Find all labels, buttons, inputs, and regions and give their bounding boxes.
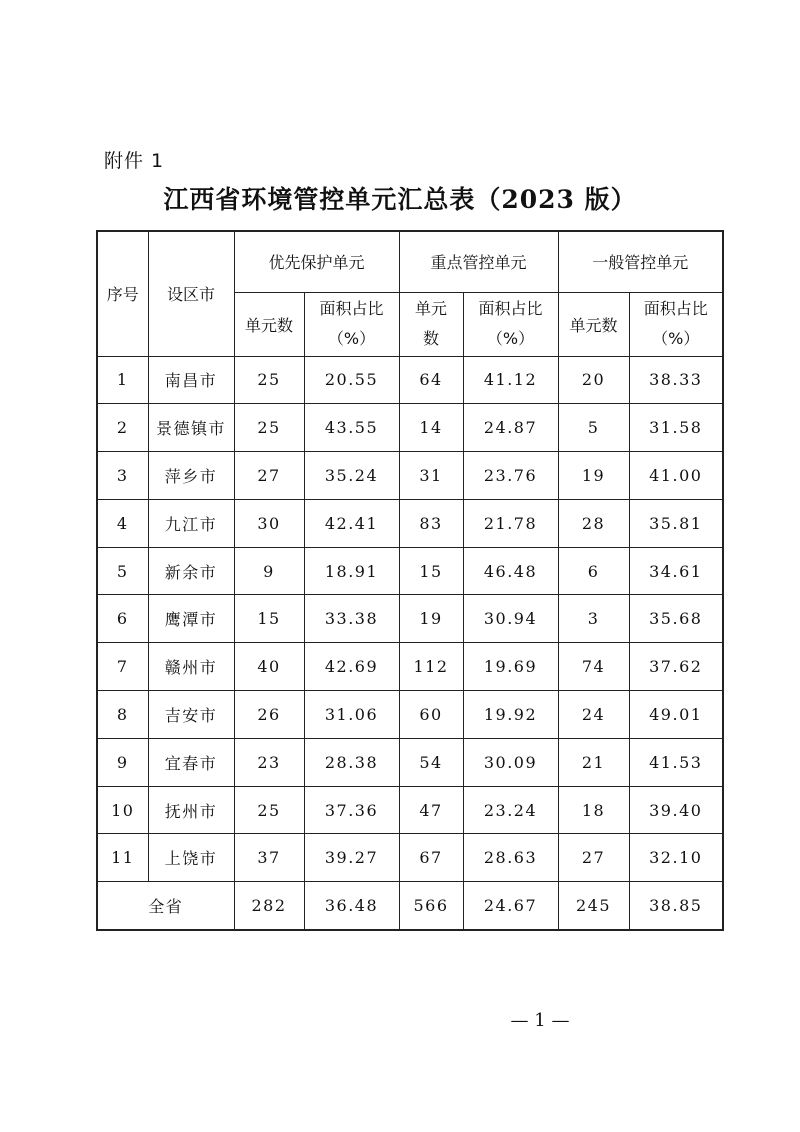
cell-priority-area: 18.91 <box>304 547 399 595</box>
header-seq: 序号 <box>97 231 148 356</box>
header-priority-protection: 优先保护单元 <box>234 231 399 292</box>
cell-general-area: 38.33 <box>629 356 723 404</box>
header-row-1 <box>97 231 723 292</box>
cell-key-units: 14 <box>399 404 463 452</box>
table-row <box>97 738 723 786</box>
cell-general-units: 27 <box>558 834 629 882</box>
cell-general-units: 21 <box>558 738 629 786</box>
cell-city: 抚州市 <box>148 786 234 834</box>
cell-key-units: 19 <box>399 595 463 643</box>
cell-priority-units: 25 <box>234 404 304 452</box>
cell-key-area: 19.69 <box>463 643 558 691</box>
cell-city: 新余市 <box>148 547 234 595</box>
cell-city: 宜春市 <box>148 738 234 786</box>
attachment-label: 附件 1 <box>104 150 165 172</box>
total-key-units: 566 <box>399 882 463 930</box>
cell-seq: 3 <box>97 452 148 500</box>
header-key-area <box>463 292 558 356</box>
cell-priority-units: 27 <box>234 452 304 500</box>
header-key-control: 重点管控单元 <box>399 231 558 292</box>
cell-general-area: 41.00 <box>629 452 723 500</box>
cell-general-area: 37.62 <box>629 643 723 691</box>
total-priority-units: 282 <box>234 882 304 930</box>
cell-key-area: 30.94 <box>463 595 558 643</box>
header-city: 设区市 <box>148 231 234 356</box>
cell-general-units: 18 <box>558 786 629 834</box>
total-row <box>97 882 723 930</box>
cell-city: 萍乡市 <box>148 452 234 500</box>
cell-general-area: 34.61 <box>629 547 723 595</box>
table-row <box>97 643 723 691</box>
cell-general-units: 3 <box>558 595 629 643</box>
cell-priority-units: 30 <box>234 499 304 547</box>
table-row <box>97 691 723 739</box>
cell-key-units: 64 <box>399 356 463 404</box>
total-label: 全省 <box>97 882 234 930</box>
cell-priority-units: 40 <box>234 643 304 691</box>
cell-priority-units: 9 <box>234 547 304 595</box>
cell-key-units: 67 <box>399 834 463 882</box>
cell-priority-units: 37 <box>234 834 304 882</box>
cell-general-units: 74 <box>558 643 629 691</box>
cell-key-area: 46.48 <box>463 547 558 595</box>
cell-city: 吉安市 <box>148 691 234 739</box>
cell-general-units: 19 <box>558 452 629 500</box>
cell-city: 上饶市 <box>148 834 234 882</box>
cell-priority-units: 25 <box>234 786 304 834</box>
table-row <box>97 547 723 595</box>
cell-seq: 11 <box>97 834 148 882</box>
cell-city: 九江市 <box>148 499 234 547</box>
cell-key-area: 41.12 <box>463 356 558 404</box>
cell-seq: 9 <box>97 738 148 786</box>
cell-general-area: 31.58 <box>629 404 723 452</box>
total-key-area: 24.67 <box>463 882 558 930</box>
cell-key-area: 24.87 <box>463 404 558 452</box>
cell-priority-area: 39.27 <box>304 834 399 882</box>
document-title: 江西省环境管控单元汇总表（2023 版） <box>163 185 637 214</box>
header-priority-area-line1: 面积占比 <box>319 299 384 318</box>
cell-key-area: 28.63 <box>463 834 558 882</box>
header-key-area-line1: 面积占比 <box>478 299 543 318</box>
cell-general-area: 32.10 <box>629 834 723 882</box>
cell-seq: 5 <box>97 547 148 595</box>
cell-city: 景德镇市 <box>148 404 234 452</box>
cell-priority-area: 33.38 <box>304 595 399 643</box>
table-row <box>97 834 723 882</box>
cell-priority-area: 43.55 <box>304 404 399 452</box>
cell-key-units: 15 <box>399 547 463 595</box>
cell-general-units: 24 <box>558 691 629 739</box>
cell-priority-units: 26 <box>234 691 304 739</box>
cell-seq: 8 <box>97 691 148 739</box>
cell-general-area: 41.53 <box>629 738 723 786</box>
cell-key-area: 23.76 <box>463 452 558 500</box>
cell-priority-area: 20.55 <box>304 356 399 404</box>
cell-priority-area: 42.69 <box>304 643 399 691</box>
cell-seq: 1 <box>97 356 148 404</box>
cell-city: 南昌市 <box>148 356 234 404</box>
cell-priority-area: 37.36 <box>304 786 399 834</box>
cell-general-units: 20 <box>558 356 629 404</box>
cell-key-area: 19.92 <box>463 691 558 739</box>
header-key-area-line2: （%） <box>486 329 535 348</box>
cell-city: 鹰潭市 <box>148 595 234 643</box>
cell-seq: 7 <box>97 643 148 691</box>
total-general-area: 38.85 <box>629 882 723 930</box>
cell-priority-units: 15 <box>234 595 304 643</box>
header-key-units-line2: 数 <box>423 329 440 348</box>
cell-general-units: 6 <box>558 547 629 595</box>
header-priority-area <box>304 292 399 356</box>
cell-priority-area: 42.41 <box>304 499 399 547</box>
table-row <box>97 786 723 834</box>
header-priority-units: 单元数 <box>234 292 304 356</box>
cell-seq: 10 <box>97 786 148 834</box>
cell-key-area: 21.78 <box>463 499 558 547</box>
cell-seq: 6 <box>97 595 148 643</box>
cell-general-area: 39.40 <box>629 786 723 834</box>
header-general-area <box>629 292 723 356</box>
cell-key-area: 23.24 <box>463 786 558 834</box>
cell-key-units: 60 <box>399 691 463 739</box>
cell-priority-units: 25 <box>234 356 304 404</box>
cell-priority-area: 35.24 <box>304 452 399 500</box>
summary-table <box>96 230 724 931</box>
cell-priority-area: 28.38 <box>304 738 399 786</box>
table-row <box>97 595 723 643</box>
header-general-control: 一般管控单元 <box>558 231 723 292</box>
cell-general-area: 35.81 <box>629 499 723 547</box>
total-priority-area: 36.48 <box>304 882 399 930</box>
cell-general-units: 5 <box>558 404 629 452</box>
cell-general-area: 49.01 <box>629 691 723 739</box>
page-number-text: — 1 — <box>510 1010 570 1031</box>
header-general-area-line1: 面积占比 <box>643 299 708 318</box>
header-general-units: 单元数 <box>558 292 629 356</box>
table-row <box>97 499 723 547</box>
cell-key-units: 83 <box>399 499 463 547</box>
cell-general-area: 35.68 <box>629 595 723 643</box>
cell-seq: 2 <box>97 404 148 452</box>
cell-general-units: 28 <box>558 499 629 547</box>
cell-priority-area: 31.06 <box>304 691 399 739</box>
cell-seq: 4 <box>97 499 148 547</box>
page-number <box>0 1010 800 1031</box>
table-row <box>97 404 723 452</box>
header-key-units-line1: 单元 <box>415 299 448 318</box>
header-priority-area-line2: （%） <box>327 329 376 348</box>
cell-key-units: 112 <box>399 643 463 691</box>
cell-key-units: 31 <box>399 452 463 500</box>
cell-key-area: 30.09 <box>463 738 558 786</box>
table-row <box>97 452 723 500</box>
table-row <box>97 356 723 404</box>
cell-city: 赣州市 <box>148 643 234 691</box>
total-general-units: 245 <box>558 882 629 930</box>
header-key-units <box>399 292 463 356</box>
table-body <box>97 356 723 930</box>
cell-key-units: 47 <box>399 786 463 834</box>
cell-key-units: 54 <box>399 738 463 786</box>
header-general-area-line2: （%） <box>652 329 700 348</box>
cell-priority-units: 23 <box>234 738 304 786</box>
